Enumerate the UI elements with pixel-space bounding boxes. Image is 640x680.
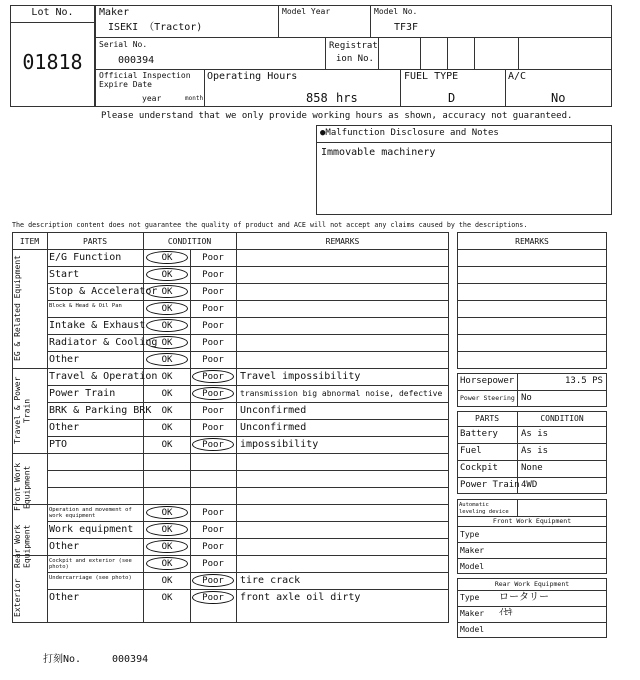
- divider: [457, 622, 607, 623]
- condition-ok: OK: [146, 268, 188, 281]
- condition-poor: Poor: [202, 337, 224, 348]
- divider: [325, 37, 326, 69]
- part-name: PTO: [49, 439, 68, 450]
- condition-poor: Poor: [192, 591, 234, 604]
- month-label: month: [185, 95, 204, 102]
- registration-label: ion No.: [336, 54, 374, 64]
- condition-poor: Poor: [202, 422, 224, 433]
- divider: [457, 390, 607, 391]
- part-name: Intake & Exhaust: [49, 320, 146, 331]
- model-no-value: TF3F: [394, 22, 419, 33]
- divider: [505, 69, 506, 107]
- part-name: Start: [49, 269, 80, 280]
- divider: [47, 521, 449, 522]
- power-train-label: Power Train: [460, 480, 520, 490]
- condition-poor: Poor: [202, 303, 224, 314]
- divider: [12, 368, 449, 369]
- divider: [12, 504, 449, 505]
- divider: [457, 542, 607, 543]
- rear-maker-label: Maker: [460, 609, 485, 618]
- remark: transmission big abnormal noise, defective: [240, 389, 443, 398]
- condition-ok: OK: [161, 388, 173, 399]
- condition-poor: Poor: [202, 286, 224, 297]
- part-name: Work equipment: [49, 524, 134, 535]
- remark: Travel impossibility: [240, 371, 361, 382]
- ac-label: A/C: [508, 71, 527, 82]
- part-name: Other: [49, 422, 80, 433]
- part-name: Other: [49, 541, 80, 552]
- condition-ok: OK: [146, 251, 188, 264]
- part-name: Other: [49, 354, 80, 365]
- rear-model-label: Model: [460, 625, 485, 634]
- divider: [457, 477, 607, 478]
- inspection-label: Expire Date: [99, 80, 152, 89]
- auto-leveling-label: Automatic leveling device: [459, 502, 509, 515]
- side-parts-header: PARTS: [474, 414, 500, 423]
- operating-hours-unit: hrs: [336, 91, 358, 105]
- part-name: E/G Function: [49, 252, 122, 263]
- parts-header: PARTS: [82, 237, 108, 246]
- divider: [457, 460, 607, 461]
- group-label-rear-work: Rear Work Equipment: [13, 524, 32, 569]
- divider: [47, 470, 449, 471]
- divider: [457, 443, 607, 444]
- divider: [47, 300, 449, 301]
- model-no-label: Model No.: [374, 7, 418, 16]
- condition-poor: Poor: [202, 524, 224, 535]
- condition-poor: Poor: [202, 405, 224, 416]
- condition-poor: Poor: [202, 354, 224, 365]
- divider: [10, 22, 95, 23]
- condition-ok: OK: [146, 540, 188, 553]
- condition-ok: OK: [161, 422, 173, 433]
- condition-ok: OK: [146, 302, 188, 315]
- divider: [47, 385, 449, 386]
- remark: tire crack: [240, 575, 301, 586]
- condition-ok: OK: [146, 557, 188, 570]
- divider: [457, 351, 607, 352]
- condition-poor: Poor: [202, 558, 224, 569]
- side-remarks-header: REMARKS: [515, 237, 549, 246]
- remarks-header: REMARKS: [325, 237, 360, 246]
- divider: [370, 5, 371, 37]
- divider: [47, 572, 449, 573]
- divider: [47, 266, 449, 267]
- condition-poor: Poor: [202, 507, 224, 518]
- part-name: Other: [49, 592, 80, 603]
- remark: front axle oil dirty: [240, 592, 361, 603]
- battery-value: As is: [521, 429, 549, 439]
- divider: [457, 426, 607, 427]
- divider: [12, 249, 449, 250]
- divider: [47, 589, 449, 590]
- divider: [457, 266, 607, 267]
- fuel-value: As is: [521, 446, 549, 456]
- remark: Unconfirmed: [240, 405, 307, 416]
- malfunction-title: ●Malfunction Disclosure and Notes: [320, 128, 499, 138]
- divider: [457, 606, 607, 607]
- divider: [447, 37, 448, 69]
- divider: [278, 5, 279, 37]
- condition-ok: OK: [161, 592, 173, 603]
- malfunction-box: [316, 125, 612, 215]
- divider: [316, 142, 612, 143]
- divider: [95, 37, 612, 38]
- divider: [12, 555, 449, 556]
- divider: [517, 499, 518, 516]
- divider: [47, 402, 449, 403]
- stamp-value: 000394: [112, 654, 149, 665]
- front-maker-label: Maker: [460, 546, 485, 555]
- maker-label: Maker: [99, 7, 130, 18]
- divider: [517, 373, 518, 407]
- condition-ok: OK: [146, 506, 188, 519]
- condition-ok: OK: [146, 523, 188, 536]
- divider: [457, 526, 607, 527]
- divider: [457, 590, 607, 591]
- part-name: Block & Head & Oil Pan: [49, 303, 122, 309]
- divider: [457, 283, 607, 284]
- divider: [12, 453, 449, 454]
- divider: [204, 69, 205, 107]
- remark: impossibility: [240, 439, 319, 450]
- condition-ok: OK: [146, 353, 188, 366]
- divider: [457, 558, 607, 559]
- condition-ok: OK: [146, 319, 188, 332]
- part-name: Cockpit and exterior (see photo): [49, 558, 132, 571]
- condition-ok: OK: [161, 575, 173, 586]
- lot-no-value: 01818: [22, 50, 83, 74]
- stamp-label: 打刻No.: [43, 654, 82, 665]
- ac-value: No: [551, 91, 566, 105]
- registration-label: Registrat: [329, 41, 378, 51]
- horsepower-label: Horsepower: [460, 376, 515, 386]
- power-steering-value: No: [521, 393, 532, 403]
- condition-ok: OK: [161, 371, 173, 382]
- side-condition-header: CONDITION: [540, 414, 584, 423]
- divider: [518, 37, 519, 69]
- divider: [47, 232, 48, 623]
- item-header: ITEM: [19, 237, 40, 246]
- part-name: BRK & Parking BRK: [49, 405, 152, 416]
- condition-poor: Poor: [202, 252, 224, 263]
- part-name: Radiator & Cooling: [49, 337, 158, 348]
- part-name: Power Train: [49, 388, 116, 399]
- divider: [47, 487, 449, 488]
- group-label-eg: EG & Related Equipment: [13, 255, 22, 362]
- condition-poor: Poor: [192, 438, 234, 451]
- operating-hours-label: Operating Hours: [207, 71, 298, 82]
- divider: [457, 249, 607, 250]
- condition-ok: OK: [146, 336, 188, 349]
- divider: [47, 283, 449, 284]
- condition-poor: Poor: [192, 574, 234, 587]
- part-name: Undercarriage (see photo): [49, 575, 132, 581]
- part-name: Stop & Accelerator: [49, 286, 158, 297]
- condition-ok: OK: [146, 285, 188, 298]
- condition-poor: Poor: [202, 541, 224, 552]
- rear-maker-value: ｲｾｷ: [499, 608, 513, 618]
- group-label-front-work: Front Work Equipment: [13, 462, 32, 512]
- rear-type-label: Type: [460, 593, 480, 602]
- divider: [378, 37, 379, 69]
- serial-value: 000394: [118, 55, 155, 66]
- maker-value: ISEKI （Tractor): [108, 22, 203, 33]
- group-label-exterior: Exterior: [13, 578, 22, 617]
- model-year-label: Model Year: [282, 7, 331, 16]
- divider: [236, 232, 237, 623]
- condition-header: CONDITION: [167, 237, 212, 246]
- power-train-value: 4WD: [521, 480, 538, 490]
- condition-poor: Poor: [202, 320, 224, 331]
- divider: [47, 317, 449, 318]
- hours-notice: Please understand that we only provide working hours as shown, accuracy not guaranteed.: [101, 111, 573, 121]
- front-model-label: Model: [460, 562, 485, 571]
- battery-label: Battery: [460, 429, 498, 439]
- cockpit-label: Cockpit: [460, 463, 498, 473]
- condition-ok: OK: [161, 405, 173, 416]
- divider: [95, 69, 612, 70]
- rear-work-title: Rear Work Equipment: [494, 580, 570, 588]
- group-label-travel: Travel & Power Train: [13, 376, 32, 445]
- condition-ok: OK: [161, 439, 173, 450]
- inspection-label: Official Inspection: [99, 71, 191, 80]
- disclaimer: The description content does not guarantee the quality of product and ACE will not accept any claims caused by the descriptions.: [12, 221, 528, 229]
- divider: [47, 538, 449, 539]
- condition-poor: Poor: [192, 370, 234, 383]
- divider: [47, 419, 449, 420]
- rear-type-value: ロータリー: [499, 592, 549, 603]
- part-name: Operation and movement of work equipment: [49, 507, 132, 520]
- divider: [457, 300, 607, 301]
- condition-poor: Poor: [192, 387, 234, 400]
- year-label: year: [142, 94, 162, 103]
- lot-no-label: Lot No.: [31, 7, 74, 18]
- operating-hours-value: 858: [306, 91, 328, 105]
- divider: [420, 37, 421, 69]
- divider: [400, 69, 401, 107]
- front-work-title: Front Work Equipment: [492, 517, 572, 525]
- condition-poor: Poor: [202, 269, 224, 280]
- fuel-type-value: D: [448, 91, 456, 105]
- divider: [457, 334, 607, 335]
- front-type-label: Type: [460, 530, 480, 539]
- divider: [47, 351, 449, 352]
- divider: [47, 334, 449, 335]
- horsepower-value: 13.5 PS: [565, 376, 603, 386]
- power-steering-label: Power Steering: [460, 394, 515, 402]
- cockpit-value: None: [521, 463, 543, 473]
- fuel-type-label: FUEL TYPE: [404, 71, 459, 82]
- fuel-label: Fuel: [460, 446, 482, 456]
- malfunction-body: Immovable machinery: [321, 147, 436, 158]
- divider: [474, 37, 475, 69]
- remark: Unconfirmed: [240, 422, 307, 433]
- serial-label: Serial No.: [99, 40, 148, 49]
- divider: [47, 436, 449, 437]
- part-name: Travel & Operation: [49, 371, 158, 382]
- divider: [457, 317, 607, 318]
